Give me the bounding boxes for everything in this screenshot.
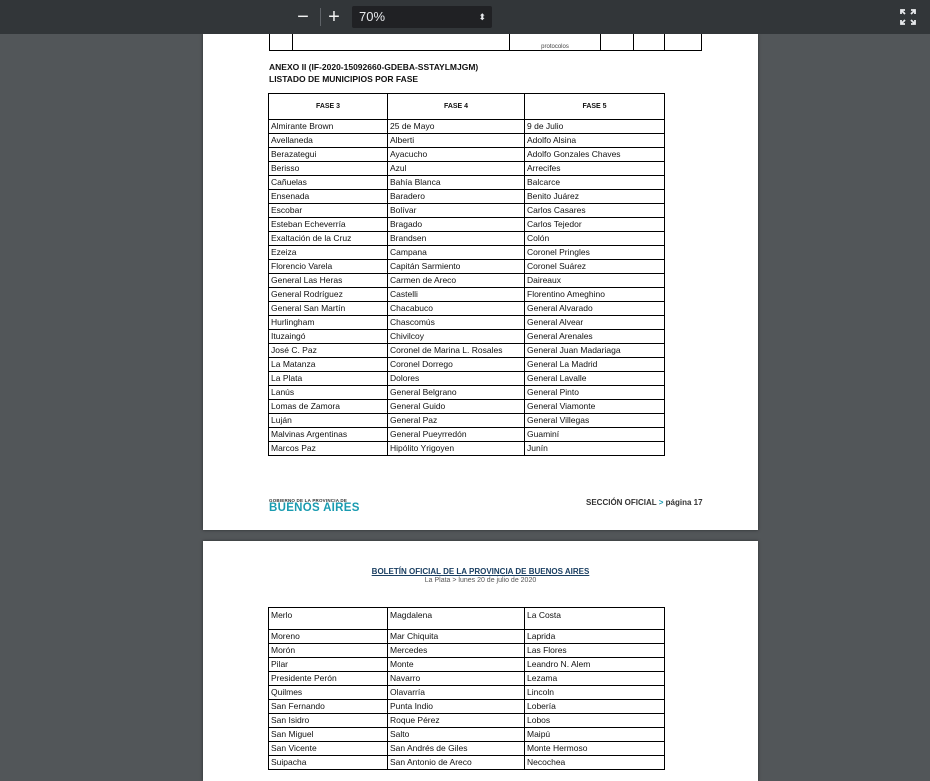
table-row xyxy=(269,260,665,274)
gov-logo-caption: GOBIERNO DE LA PROVINCIA DE xyxy=(269,498,348,503)
table-cell: San Fernando xyxy=(269,700,388,714)
table-cell: Coronel de Marina L. Rosales xyxy=(388,344,525,358)
table-cell: Merlo xyxy=(269,608,388,630)
table-cell: Dolores xyxy=(388,372,525,386)
table-row xyxy=(269,316,665,330)
municipios-table xyxy=(268,93,665,456)
table-cell: Mercedes xyxy=(388,644,525,658)
table-row xyxy=(269,148,665,162)
table-row xyxy=(269,204,665,218)
table-row xyxy=(269,358,665,372)
table-cell: Las Flores xyxy=(525,644,665,658)
table-cell: protocolos xyxy=(510,34,601,51)
table-cell: Arrecifes xyxy=(525,162,665,176)
table-cell: Daireaux xyxy=(525,274,665,288)
table-cell: Brandsen xyxy=(388,232,525,246)
table-cell: Campana xyxy=(388,246,525,260)
table-cell: General Juan Madariaga xyxy=(525,344,665,358)
table-row xyxy=(269,162,665,176)
table-cell: Marcos Paz xyxy=(269,442,388,456)
table-cell: Chacabuco xyxy=(388,302,525,316)
table-cell: Necochea xyxy=(525,756,665,770)
municipios-table-continued xyxy=(268,607,665,770)
table-cell: Lincoln xyxy=(525,686,665,700)
table-cell: Avellaneda xyxy=(269,134,388,148)
zoom-value: 70% xyxy=(359,9,386,24)
column-header-fase-3: FASE 3 xyxy=(269,94,388,120)
table-cell: Monte Hermoso xyxy=(525,742,665,756)
buenos-aires-logo: BUENOS AIRES xyxy=(269,502,360,514)
table-cell: General San Martín xyxy=(269,302,388,316)
table-cell: Azul xyxy=(388,162,525,176)
page-number: página 17 xyxy=(665,498,703,507)
table-cell: San Antonio de Areco xyxy=(388,756,525,770)
table-cell: Hipólito Yrigoyen xyxy=(388,442,525,456)
page-footer xyxy=(586,498,703,507)
anexo-heading xyxy=(269,61,478,85)
table-cell: San Andrés de Giles xyxy=(388,742,525,756)
table-row xyxy=(269,686,665,700)
table-row xyxy=(269,372,665,386)
table-cell: General Guido xyxy=(388,400,525,414)
anexo-title: ANEXO II (IF-2020-15092660-GDEBA-SSTAYLMJGM) xyxy=(269,62,479,72)
table-cell: 9 de Julio xyxy=(525,120,665,134)
table-cell: Malvinas Argentinas xyxy=(269,428,388,442)
table-cell: Mar Chiquita xyxy=(388,630,525,644)
table-cell: La Matanza xyxy=(269,358,388,372)
table-row xyxy=(269,288,665,302)
table-row xyxy=(269,658,665,672)
pdf-toolbar xyxy=(0,0,930,34)
table-cell: Capitán Sarmiento xyxy=(388,260,525,274)
table-cell: Berisso xyxy=(269,162,388,176)
table-cell: General Paz xyxy=(388,414,525,428)
fullscreen-icon[interactable] xyxy=(900,9,916,25)
table-cell: Coronel Pringles xyxy=(525,246,665,260)
table-row xyxy=(269,728,665,742)
table-cell: Escobar xyxy=(269,204,388,218)
table-row xyxy=(269,428,665,442)
table-cell: Bahía Blanca xyxy=(388,176,525,190)
table-cell: Ezeiza xyxy=(269,246,388,260)
table-cell: La Costa xyxy=(525,608,665,630)
table-cell: Suipacha xyxy=(269,756,388,770)
section-label: SECCIÓN OFICIAL xyxy=(586,498,657,507)
table-cell: Hurlingham xyxy=(269,316,388,330)
table-cell: Colón xyxy=(525,232,665,246)
table-cell: Carlos Casares xyxy=(525,204,665,218)
table-cell: Pilar xyxy=(269,658,388,672)
table-cell: Ituzaingó xyxy=(269,330,388,344)
table-cell: Quilmes xyxy=(269,686,388,700)
column-header-fase-5: FASE 5 xyxy=(525,94,665,120)
table-cell: General Rodríguez xyxy=(269,288,388,302)
table-row xyxy=(269,742,665,756)
boletin-title: BOLETÍN OFICIAL DE LA PROVINCIA DE BUENOS AIRES xyxy=(371,567,590,576)
table-cell: Presidente Perón xyxy=(269,672,388,686)
table-row xyxy=(269,630,665,644)
table-cell: Magdalena xyxy=(388,608,525,630)
pdf-page-18 xyxy=(203,541,758,781)
table-cell: General La Madrid xyxy=(525,358,665,372)
table-row xyxy=(269,608,665,630)
table-cell: Guaminí xyxy=(525,428,665,442)
anexo-subtitle: LISTADO DE MUNICIPIOS POR FASE xyxy=(269,74,419,84)
table-row xyxy=(269,714,665,728)
table-row xyxy=(269,120,665,134)
table-row xyxy=(269,218,665,232)
table-row xyxy=(269,246,665,260)
table-cell: General Viamonte xyxy=(525,400,665,414)
previous-table-continuation xyxy=(269,34,702,51)
table-cell: General Las Heras xyxy=(269,274,388,288)
table-cell: Navarro xyxy=(388,672,525,686)
table-cell: Lomas de Zamora xyxy=(269,400,388,414)
boletin-date: La Plata > lunes 20 de julio de 2020 xyxy=(424,577,537,584)
table-cell: Chivilcoy xyxy=(388,330,525,344)
table-cell: Junín xyxy=(525,442,665,456)
table-row xyxy=(269,330,665,344)
table-row xyxy=(269,274,665,288)
table-cell: General Alvear xyxy=(525,316,665,330)
table-cell: Maipú xyxy=(525,728,665,742)
table-cell: Luján xyxy=(269,414,388,428)
table-cell: Castelli xyxy=(388,288,525,302)
table-row xyxy=(269,644,665,658)
table-cell: General Alvarado xyxy=(525,302,665,316)
table-cell: Baradero xyxy=(388,190,525,204)
table-cell: Chascomús xyxy=(388,316,525,330)
table-cell: Olavarría xyxy=(388,686,525,700)
table-cell: Esteban Echeverría xyxy=(269,218,388,232)
table-cell: La Plata xyxy=(269,372,388,386)
table-cell: Salto xyxy=(388,728,525,742)
zoom-in-button[interactable]: + xyxy=(328,6,340,28)
table-cell: Roque Pérez xyxy=(388,714,525,728)
table-row xyxy=(269,400,665,414)
table-cell: General Pueyrredón xyxy=(388,428,525,442)
column-header-fase-4: FASE 4 xyxy=(388,94,525,120)
table-cell: General Pinto xyxy=(525,386,665,400)
table-cell: Ayacucho xyxy=(388,148,525,162)
table-cell: Coronel Suárez xyxy=(525,260,665,274)
table-cell: Alberti xyxy=(388,134,525,148)
select-arrows-icon: ⬍ xyxy=(478,12,486,22)
zoom-out-button[interactable]: − xyxy=(297,6,309,28)
table-row xyxy=(269,756,665,770)
table-cell: San Vicente xyxy=(269,742,388,756)
table-cell: Punta Indio xyxy=(388,700,525,714)
table-cell: Balcarce xyxy=(525,176,665,190)
table-cell: Adolfo Gonzales Chaves xyxy=(525,148,665,162)
table-cell: Monte xyxy=(388,658,525,672)
table-row xyxy=(269,672,665,686)
table-cell: Cañuelas xyxy=(269,176,388,190)
table-cell: Lobería xyxy=(525,700,665,714)
table-cell: Lobos xyxy=(525,714,665,728)
table-cell: 25 de Mayo xyxy=(388,120,525,134)
table-cell: Exaltación de la Cruz xyxy=(269,232,388,246)
table-cell: Carlos Tejedor xyxy=(525,218,665,232)
table-cell: Lanús xyxy=(269,386,388,400)
table-cell: Bolívar xyxy=(388,204,525,218)
pdf-page-17 xyxy=(203,34,758,530)
table-cell: Bragado xyxy=(388,218,525,232)
table-cell: Almirante Brown xyxy=(269,120,388,134)
footer-separator: > xyxy=(658,498,664,507)
table-cell: Moreno xyxy=(269,630,388,644)
table-row xyxy=(269,414,665,428)
table-row xyxy=(269,190,665,204)
table-cell: Lezama xyxy=(525,672,665,686)
table-cell: Florencio Varela xyxy=(269,260,388,274)
table-cell: Coronel Dorrego xyxy=(388,358,525,372)
table-cell: San Miguel xyxy=(269,728,388,742)
table-row xyxy=(269,442,665,456)
table-row xyxy=(269,700,665,714)
table-cell: Leandro N. Alem xyxy=(525,658,665,672)
table-cell: Adolfo Alsina xyxy=(525,134,665,148)
table-cell: José C. Paz xyxy=(269,344,388,358)
table-row xyxy=(269,344,665,358)
zoom-select[interactable] xyxy=(352,6,492,28)
table-cell: General Belgrano xyxy=(388,386,525,400)
table-row xyxy=(269,386,665,400)
toolbar-divider xyxy=(320,8,321,26)
table-cell: Carmen de Areco xyxy=(388,274,525,288)
table-cell: Laprida xyxy=(525,630,665,644)
table-cell: Florentino Ameghino xyxy=(525,288,665,302)
table-row xyxy=(269,302,665,316)
table-cell: Ensenada xyxy=(269,190,388,204)
table-cell: General Arenales xyxy=(525,330,665,344)
table-cell: Morón xyxy=(269,644,388,658)
table-cell: General Villegas xyxy=(525,414,665,428)
table-cell: General Lavalle xyxy=(525,372,665,386)
table-row xyxy=(269,232,665,246)
table-cell: Benito Juárez xyxy=(525,190,665,204)
table-row xyxy=(269,176,665,190)
table-cell: Berazategui xyxy=(269,148,388,162)
table-cell: San Isidro xyxy=(269,714,388,728)
table-header-row xyxy=(269,94,665,120)
table-row xyxy=(269,134,665,148)
